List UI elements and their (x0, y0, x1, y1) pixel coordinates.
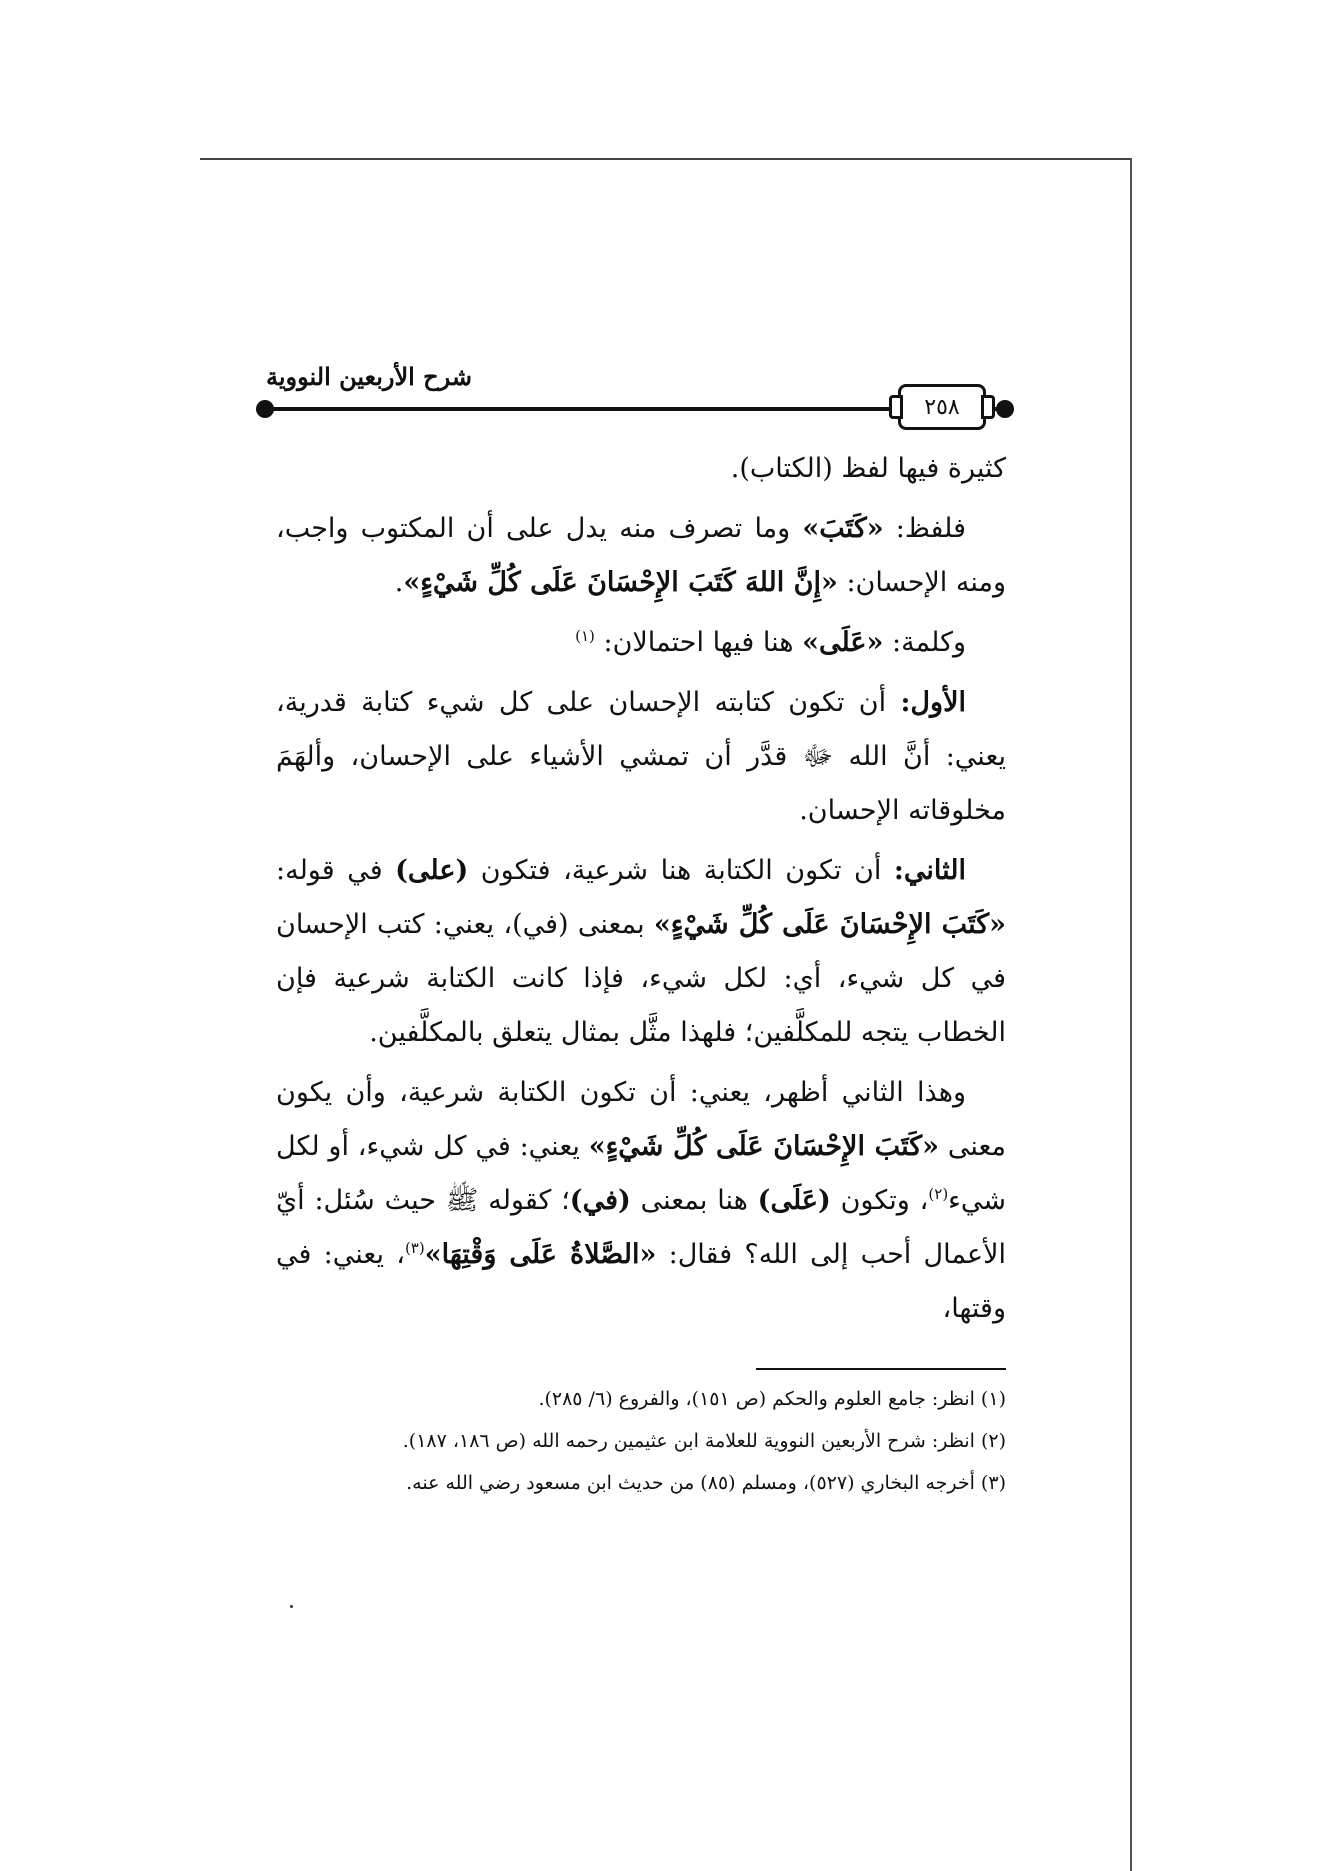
paragraph-3 (276, 616, 1006, 670)
quoted-word: «كَتَبَ» (802, 513, 884, 544)
page-number-text: ٢٥٨ (924, 394, 960, 420)
text-span: يعني: في كل شيء، أو لكل شيء (276, 1131, 1006, 1216)
text-span: هنا فيها احتمالان: (603, 627, 803, 658)
footnote-1: (١) انظر: جامع العلوم والحكم (ص ١٥١)، والفروع (٦/ ٢٨٥). (538, 1388, 1006, 1410)
footnote-separator (756, 1368, 1006, 1370)
running-title: شرح الأربعين النووية (266, 362, 473, 391)
footnote-ref[interactable]: (٣) (404, 1239, 425, 1257)
footnote-3: (٣) أخرجه البخاري (٥٢٧)، ومسلم (٨٥) من حديث ابن مسعود رضي الله عنه. (406, 1472, 1006, 1494)
point-label: الثاني: (893, 855, 967, 886)
quoted-word: (على) (395, 855, 469, 886)
text-span: وكلمة: (883, 627, 966, 658)
quoted-word: (في) (569, 1185, 631, 1216)
text-span: أن تكون كتابته الإحسان على كل شيء كتابة قدرية، يعني: أنَّ الله ﷻ قدَّر أن تمشي الأشياء على الإحسان، وألهَمَ مخلوقاته الإحسان. (276, 687, 1006, 826)
hadith-quote: «كَتَبَ الإِحْسَانَ عَلَى كُلِّ شَيْءٍ» (653, 909, 1006, 940)
text-span: فلفظ: (883, 513, 967, 544)
text-span: ، وتكون (830, 1185, 929, 1216)
paragraph-5 (276, 844, 1006, 1060)
page-number (898, 384, 986, 430)
header-ornament-dot-right (996, 400, 1014, 418)
text-span: ؛ كقوله ﷺ حيث سُئل: أيّ الأعمال أحب إلى الله؟ فقال: (276, 1185, 1006, 1270)
text-span: بمعنى (في)، يعني: كتب الإحسان في كل شيء، أي: لكل شيء، فإذا كانت الكتابة شرعية فإن الخطاب يتجه للمكلَّفين؛ فلهذا مثَّل بمثال يتعلق بالمكلَّفين. (276, 909, 1006, 1048)
text-span: ، يعني: في وقتها، (276, 1239, 1006, 1324)
page-header (256, 362, 1014, 432)
text-span: . (394, 567, 404, 598)
header-ornament-dot-left (256, 400, 274, 418)
main-text (276, 442, 1006, 1342)
text-span: أن تكون الكتابة هنا شرعية، فتكون (468, 855, 894, 886)
paragraph-2 (276, 502, 1006, 610)
quoted-word: «عَلَى» (802, 627, 884, 658)
scan-speck (290, 1605, 293, 1608)
paragraph-4 (276, 676, 1006, 838)
paragraph-6 (276, 1066, 1006, 1336)
scan-edge-top (200, 158, 1132, 160)
text-span: هنا بمعنى (630, 1185, 758, 1216)
quoted-word: (عَلَى) (757, 1185, 831, 1216)
footnote-2: (٢) انظر: شرح الأربعين النووية للعلامة ابن عثيمين رحمه الله (ص ١٨٦، ١٨٧). (402, 1430, 1006, 1452)
point-label: الأول: (900, 687, 966, 718)
hadith-quote: «إِنَّ اللهَ كَتَبَ الإِحْسَانَ عَلَى كُلِّ شَيْءٍ» (403, 567, 838, 598)
footnote-ref[interactable]: (٢) (928, 1185, 949, 1203)
text-span: وما تصرف منه يدل على أن المكتوب واجب، ومنه الإحسان: (276, 513, 1006, 598)
paragraph-1 (276, 442, 1006, 496)
text-span: في قوله: (276, 855, 396, 886)
scan-edge-right (1130, 158, 1132, 1871)
text-span: كثيرة فيها لفظ (الكتاب). (730, 453, 1006, 484)
hadith-quote: «الصَّلاةُ عَلَى وَقْتِهَا» (424, 1239, 657, 1270)
footnotes (276, 1378, 1006, 1504)
text-span: وهذا الثاني أظهر، يعني: أن تكون الكتابة شرعية، وأن يكون معنى (276, 1077, 1006, 1162)
footnote-ref[interactable]: (١) (575, 627, 595, 645)
hadith-quote: «كَتَبَ الإِحْسَانَ عَلَى كُلِّ شَيْءٍ» (588, 1131, 939, 1162)
